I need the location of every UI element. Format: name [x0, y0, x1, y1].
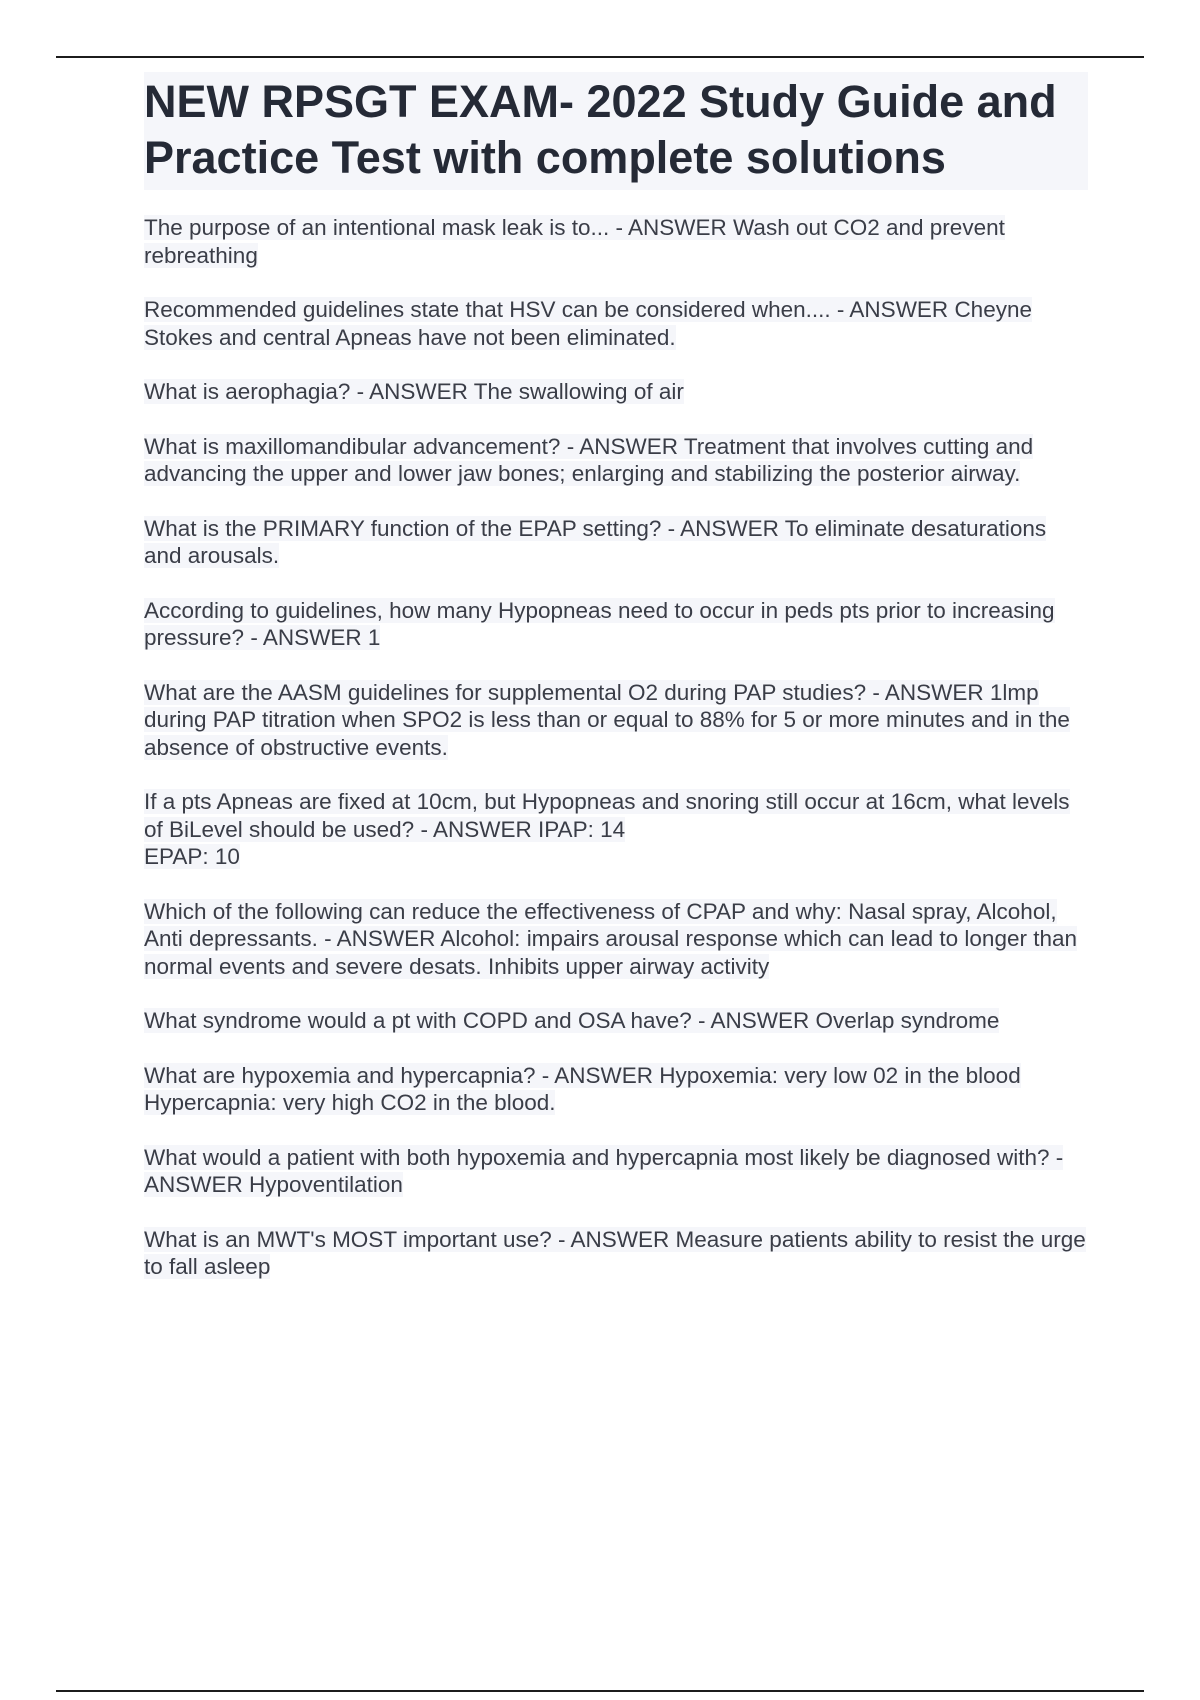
- answer-separator: - ANSWER: [144, 1144, 1064, 1197]
- question-text: What is an MWT's MOST important use?: [144, 1226, 552, 1252]
- answer-separator: - ANSWER: [866, 679, 990, 705]
- question-text: What is the PRIMARY function of the EPAP setting?: [144, 515, 662, 541]
- answer-text: Cheyne Stokes and central Apneas have not been eliminated.: [144, 297, 1032, 350]
- answer-separator: - ANSWER: [661, 515, 785, 541]
- qa-highlight: [144, 1145, 1063, 1198]
- question-text: According to guidelines, how many Hypopneas need to occur in peds pts prior to increasing pressure?: [144, 597, 1055, 650]
- document-body: [144, 72, 1088, 1308]
- question-text: If a pts Apneas are fixed at 10cm, but Hypopneas and snoring still occur at 16cm, what levels of BiLevel should be used?: [144, 789, 1070, 842]
- qa-item: [144, 378, 1088, 406]
- answer-separator: - ANSWER: [560, 433, 684, 459]
- question-text: What would a patient with both hypoxemia and hypercapnia most likely be diagnosed with?: [144, 1144, 1050, 1170]
- qa-item: [144, 1007, 1088, 1035]
- qa-highlight: [144, 434, 1033, 487]
- qa-highlight: [144, 1227, 1086, 1280]
- qa-highlight: [144, 516, 1046, 569]
- qa-item: [144, 1144, 1088, 1199]
- answer-text: 1lmp during PAP titration when SPO2 is less than or equal to 88% for 5 or more minutes and in the absence of obstructive events.: [144, 679, 1070, 760]
- answer-text: Alcohol: impairs arousal response which can lead to longer than normal events and severe desats. Inhibits upper airway activity: [144, 926, 1078, 979]
- answer-text: 1: [367, 625, 381, 650]
- document-title: NEW RPSGT EXAM- 2022 Study Guide and Practice Test with complete solutions: [144, 76, 1057, 183]
- qa-highlight: [144, 789, 1070, 869]
- question-text: What are hypoxemia and hypercapnia?: [144, 1062, 536, 1088]
- qa-highlight: [144, 680, 1070, 760]
- bottom-rule: [56, 1690, 1144, 1692]
- answer-text: Overlap syndrome: [815, 1008, 1000, 1033]
- answer-separator: - ANSWER: [691, 1008, 816, 1033]
- answer-text: Wash out CO2 and prevent rebreathing: [144, 215, 1005, 268]
- qa-item: [144, 788, 1088, 871]
- question-text: What syndrome would a pt with COPD and OSA have?: [144, 1008, 692, 1033]
- answer-text: The swallowing of air: [473, 379, 684, 404]
- answer-text: Treatment that involves cutting and advancing the upper and lower jaw bones; enlarging and stabilizing the posterior airway.: [144, 433, 1034, 486]
- title-block: [144, 72, 1088, 190]
- qa-item: [144, 296, 1088, 351]
- qa-item: [144, 679, 1088, 762]
- qa-item: [144, 898, 1088, 981]
- question-text: What is aerophagia?: [144, 379, 351, 404]
- qa-highlight: [144, 297, 1032, 350]
- qa-item: [144, 597, 1088, 652]
- answer-separator: - ANSWER: [830, 297, 955, 322]
- answer-separator: - ANSWER: [535, 1062, 660, 1088]
- qa-highlight: [144, 1008, 999, 1033]
- qa-list: [144, 214, 1088, 1281]
- answer-separator: - ANSWER: [350, 379, 474, 404]
- top-rule: [56, 56, 1144, 58]
- answer-text: To eliminate desaturations and arousals.: [144, 515, 1047, 568]
- question-text: What are the AASM guidelines for supplemental O2 during PAP studies?: [144, 679, 867, 705]
- question-text: Which of the following can reduce the effectiveness of CPAP and why: Nasal spray, Alcohol, Anti depressants.: [144, 898, 1057, 951]
- answer-separator: - ANSWER: [317, 926, 441, 951]
- answer-text: Hypoxemia: very low 02 in the blood Hypercapnia: very high CO2 in the blood.: [144, 1062, 1021, 1115]
- answer-separator: - ANSWER: [609, 215, 734, 240]
- answer-text: IPAP: 14 EPAP: 10: [144, 816, 626, 869]
- qa-highlight: [144, 899, 1077, 979]
- qa-highlight: [144, 379, 684, 404]
- qa-highlight: [144, 1063, 1021, 1116]
- qa-highlight: [144, 215, 1005, 268]
- answer-text: Measure patients ability to resist the urge to fall asleep: [144, 1226, 1086, 1279]
- answer-separator: - ANSWER: [244, 625, 368, 650]
- qa-item: [144, 214, 1088, 269]
- answer-text: Hypoventilation: [249, 1172, 403, 1197]
- question-text: What is maxillomandibular advancement?: [144, 433, 561, 459]
- qa-item: [144, 1062, 1088, 1117]
- answer-separator: - ANSWER: [551, 1226, 676, 1252]
- qa-item: [144, 433, 1088, 488]
- question-text: The purpose of an intentional mask leak is to...: [144, 215, 610, 240]
- question-text: Recommended guidelines state that HSV can be considered when....: [144, 297, 831, 322]
- answer-separator: - ANSWER: [414, 816, 538, 842]
- qa-item: [144, 1226, 1088, 1281]
- qa-item: [144, 515, 1088, 570]
- qa-highlight: [144, 598, 1055, 651]
